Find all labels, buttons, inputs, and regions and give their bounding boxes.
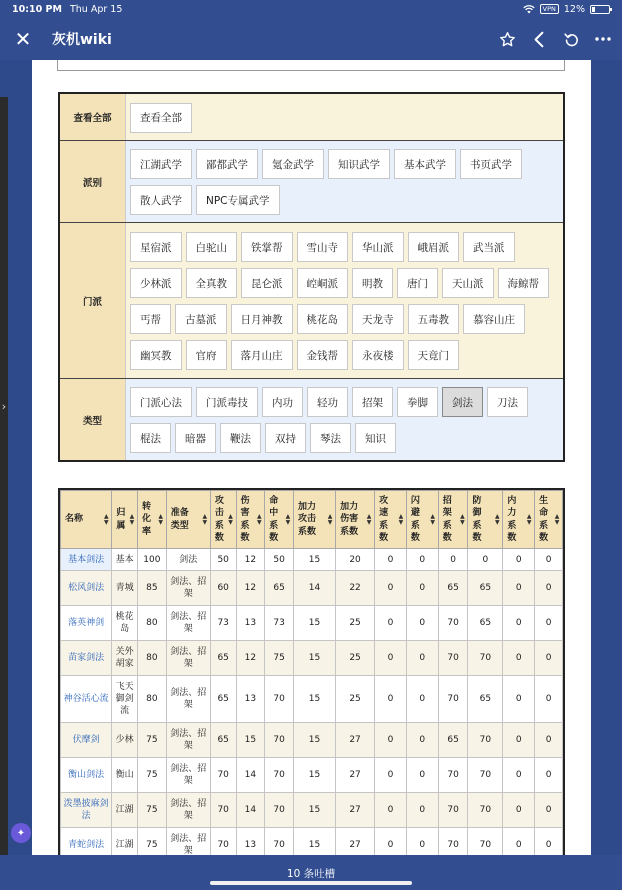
table-cell: 江湖 <box>112 793 138 828</box>
battery-icon <box>590 5 610 14</box>
column-header-label: 内力系数 <box>507 495 517 543</box>
table-cell: 25 <box>336 676 375 723</box>
table-cell: 65 <box>210 723 236 758</box>
filter-button[interactable]: 少林派 <box>130 268 182 298</box>
wifi-icon <box>523 5 535 14</box>
table-cell: 27 <box>336 828 375 856</box>
column-header-label: 准备类型 <box>170 508 189 531</box>
table-cell: 13 <box>236 828 265 856</box>
table-cell: 15 <box>293 641 335 676</box>
skill-name-link[interactable]: 苗家剑法 <box>61 641 112 676</box>
table-row <box>61 758 563 793</box>
skill-name-link[interactable]: 神谷活心流 <box>61 676 112 723</box>
table-cell: 0 <box>375 758 407 793</box>
table-cell: 剑法 <box>166 549 210 571</box>
table-cell: 20 <box>336 549 375 571</box>
table-row <box>61 549 563 571</box>
filter-button[interactable]: 日月神教 <box>231 304 293 334</box>
filter-label: 类型 <box>60 379 126 460</box>
table-cell: 70 <box>210 828 236 856</box>
table-cell: 0 <box>406 549 438 571</box>
table-cell: 27 <box>336 758 375 793</box>
table-cell: 13 <box>236 606 265 641</box>
sort-icon[interactable]: ▲ ▼ <box>327 512 333 526</box>
table-cell: 70 <box>265 723 294 758</box>
sort-icon[interactable]: ▲ ▼ <box>158 512 164 526</box>
table-cell: 13 <box>236 676 265 723</box>
table-cell: 0 <box>535 758 563 793</box>
filter-row-school <box>60 140 563 222</box>
table-cell: 65 <box>265 571 294 606</box>
page-title: 灰机wiki <box>52 32 112 48</box>
table-cell: 70 <box>438 641 468 676</box>
table-cell: 50 <box>265 549 294 571</box>
table-cell: 0 <box>406 676 438 723</box>
table-cell: 70 <box>210 793 236 828</box>
table-cell: 60 <box>210 571 236 606</box>
table-cell: 0 <box>375 571 407 606</box>
filter-buttons <box>126 94 563 140</box>
filter-row-sect <box>60 222 563 378</box>
filter-button[interactable]: 雪山寺 <box>297 232 349 262</box>
side-drawer-handle[interactable] <box>0 97 8 857</box>
table-cell: 青城 <box>112 571 138 606</box>
filter-row-type <box>60 378 563 460</box>
column-header-label: 归属 <box>116 508 126 531</box>
close-icon[interactable]: ✕ <box>14 27 32 51</box>
table-cell: 剑法、招架 <box>166 793 210 828</box>
sort-icon[interactable]: ▲ ▼ <box>104 512 109 526</box>
table-cell: 少林 <box>112 723 138 758</box>
filter-button[interactable]: 拳脚 <box>397 387 438 417</box>
filter-button[interactable]: 知识武学 <box>328 149 390 179</box>
filter-button[interactable]: 琴法 <box>310 423 351 453</box>
column-header-label: 生命系数 <box>539 495 549 543</box>
table-cell: 75 <box>137 758 166 793</box>
table-cell: 70 <box>468 723 503 758</box>
home-indicator <box>210 881 412 885</box>
sort-icon[interactable]: ▲ ▼ <box>129 512 135 526</box>
back-icon[interactable] <box>530 30 548 48</box>
table-cell: 70 <box>265 828 294 856</box>
table-body <box>61 549 563 856</box>
filter-button[interactable]: 崆峒派 <box>297 268 349 298</box>
table-cell: 0 <box>535 723 563 758</box>
table-header-row <box>61 491 563 549</box>
filter-button[interactable]: 金钱帮 <box>297 340 349 370</box>
table-row <box>61 571 563 606</box>
column-header-label: 加力攻击系数 <box>297 501 316 537</box>
filter-label: 派别 <box>60 141 126 222</box>
table-cell: 0 <box>503 676 535 723</box>
table-cell: 剑法、招架 <box>166 676 210 723</box>
page-content <box>32 60 591 855</box>
filter-button[interactable]: 查看全部 <box>130 103 192 133</box>
table-cell: 15 <box>293 676 335 723</box>
table-cell: 25 <box>336 641 375 676</box>
table-cell: 50 <box>210 549 236 571</box>
table-cell: 剑法、招架 <box>166 641 210 676</box>
filter-button[interactable]: 幽冥教 <box>130 340 182 370</box>
table-cell: 0 <box>375 828 407 856</box>
table-cell: 剑法、招架 <box>166 723 210 758</box>
table-row <box>61 828 563 856</box>
filter-button[interactable]: 刀法 <box>487 387 528 417</box>
filter-button[interactable]: 武当派 <box>463 232 515 262</box>
filter-button[interactable]: 华山派 <box>352 232 404 262</box>
table-row <box>61 676 563 723</box>
filter-button[interactable]: 暗器 <box>175 423 216 453</box>
table-cell: 70 <box>265 758 294 793</box>
status-time: 10:10 PM <box>12 3 62 15</box>
table-cell: 73 <box>210 606 236 641</box>
table-cell: 70 <box>265 793 294 828</box>
table-cell: 0 <box>406 758 438 793</box>
sort-icon[interactable]: ▲ ▼ <box>285 512 291 526</box>
column-header-label: 攻击系数 <box>214 495 224 543</box>
skill-name-link[interactable]: 松风剑法 <box>61 571 112 606</box>
filter-button[interactable]: 铁掌帮 <box>241 232 293 262</box>
status-right <box>523 4 610 15</box>
filter-button[interactable]: 丐帮 <box>130 304 171 334</box>
column-header-label: 名称 <box>65 514 84 525</box>
column-header[interactable] <box>438 491 468 549</box>
filter-panel <box>58 92 565 462</box>
table-cell: 75 <box>265 641 294 676</box>
table-cell: 70 <box>468 641 503 676</box>
filter-buttons <box>126 223 563 378</box>
column-header[interactable] <box>236 491 265 549</box>
table-cell: 剑法、招架 <box>166 571 210 606</box>
filter-button[interactable]: 基本武学 <box>394 149 456 179</box>
filter-button[interactable]: 双持 <box>265 423 306 453</box>
table-cell: 65 <box>468 676 503 723</box>
sort-icon[interactable]: ▲ ▼ <box>398 512 404 526</box>
filter-button[interactable]: 氪金武学 <box>262 149 324 179</box>
nav-actions <box>498 30 622 48</box>
column-header-label: 转化率 <box>141 501 151 537</box>
table-cell: 0 <box>438 549 468 571</box>
filter-button[interactable]: 桃花岛 <box>297 304 349 334</box>
table-cell: 0 <box>406 793 438 828</box>
table-cell: 飞天御剑流 <box>112 676 138 723</box>
table-cell: 0 <box>535 793 563 828</box>
skill-name-link[interactable]: 泼墨披麻剑法 <box>61 793 112 828</box>
table-cell: 0 <box>503 758 535 793</box>
filter-button[interactable]: 五毒教 <box>408 304 460 334</box>
table-cell: 70 <box>438 828 468 856</box>
table-cell: 65 <box>438 571 468 606</box>
table-cell: 12 <box>236 571 265 606</box>
table-cell: 0 <box>406 828 438 856</box>
table-cell: 0 <box>503 571 535 606</box>
table-cell: 0 <box>406 723 438 758</box>
table-row <box>61 793 563 828</box>
filter-button[interactable]: 鞭法 <box>220 423 261 453</box>
table-cell: 100 <box>137 549 166 571</box>
column-header[interactable] <box>265 491 294 549</box>
sort-icon[interactable]: ▲ ▼ <box>256 512 262 526</box>
table-cell: 80 <box>137 641 166 676</box>
filter-button[interactable]: 慕容山庄 <box>463 304 525 334</box>
filter-button[interactable]: 招架 <box>352 387 393 417</box>
table-cell: 14 <box>236 793 265 828</box>
column-header-label: 闪避系数 <box>410 495 420 543</box>
table-cell: 15 <box>293 723 335 758</box>
filter-button[interactable]: 天龙寺 <box>352 304 404 334</box>
table-cell: 65 <box>210 676 236 723</box>
table-cell: 12 <box>236 549 265 571</box>
skill-name-link[interactable]: 伏摩剑 <box>61 723 112 758</box>
status-bar <box>0 0 622 18</box>
column-header-label: 攻速系数 <box>379 495 389 543</box>
table-cell: 65 <box>468 571 503 606</box>
table-cell: 剑法、招架 <box>166 828 210 856</box>
table-cell: 0 <box>503 641 535 676</box>
table-cell: 关外胡家 <box>112 641 138 676</box>
filter-label: 查看全部 <box>60 94 126 140</box>
table-cell: 12 <box>236 641 265 676</box>
table-row <box>61 606 563 641</box>
table-cell: 22 <box>336 571 375 606</box>
table-cell: 70 <box>438 676 468 723</box>
table-cell: 15 <box>293 793 335 828</box>
table-cell: 75 <box>137 723 166 758</box>
table-cell: 桃花岛 <box>112 606 138 641</box>
table-cell: 27 <box>336 723 375 758</box>
table-cell: 0 <box>535 828 563 856</box>
table-cell: 0 <box>375 676 407 723</box>
column-header[interactable] <box>503 491 535 549</box>
table-cell: 80 <box>137 606 166 641</box>
table-cell: 70 <box>468 793 503 828</box>
skills-table <box>58 488 565 855</box>
table-cell: 15 <box>293 828 335 856</box>
table-cell: 0 <box>375 641 407 676</box>
table-cell: 27 <box>336 793 375 828</box>
skill-name-link[interactable]: 青蛇剑法 <box>61 828 112 856</box>
column-header[interactable] <box>61 491 112 549</box>
table-cell: 0 <box>375 793 407 828</box>
table-row <box>61 723 563 758</box>
column-header-label: 防御系数 <box>472 495 482 543</box>
assistant-icon[interactable]: ✦ <box>11 823 31 843</box>
table-cell: 0 <box>406 571 438 606</box>
table-cell: 85 <box>137 571 166 606</box>
table-cell: 70 <box>438 758 468 793</box>
column-header[interactable] <box>166 491 210 549</box>
sort-icon[interactable]: ▲ ▼ <box>366 512 372 526</box>
status-date: Thu Apr 15 <box>69 3 123 15</box>
column-header[interactable] <box>375 491 407 549</box>
column-header[interactable] <box>137 491 166 549</box>
table-cell: 15 <box>293 758 335 793</box>
filter-button[interactable]: 鄙都武学 <box>196 149 258 179</box>
table-cell: 75 <box>137 828 166 856</box>
column-header[interactable] <box>112 491 138 549</box>
sort-icon[interactable]: ▲ ▼ <box>554 512 560 526</box>
table-row <box>61 641 563 676</box>
table-cell: 0 <box>375 723 407 758</box>
table-cell: 14 <box>236 758 265 793</box>
battery-percent: 12% <box>563 3 585 15</box>
table-cell: 0 <box>535 676 563 723</box>
filter-button[interactable]: 唐门 <box>397 268 438 298</box>
filter-buttons <box>126 141 563 222</box>
table-cell: 70 <box>468 828 503 856</box>
filter-label: 门派 <box>60 223 126 378</box>
column-header[interactable] <box>535 491 563 549</box>
filter-button[interactable]: 峨眉派 <box>408 232 460 262</box>
filter-button[interactable]: 落月山庄 <box>231 340 293 370</box>
table-cell: 0 <box>535 606 563 641</box>
skill-name-link[interactable]: 基本剑法 <box>61 549 112 571</box>
skill-name-link[interactable]: 衡山剑法 <box>61 758 112 793</box>
filter-button[interactable]: 全真教 <box>186 268 238 298</box>
filter-button[interactable]: NPC专属武学 <box>196 185 280 215</box>
table-cell: 0 <box>375 549 407 571</box>
filter-buttons <box>126 379 563 460</box>
table-cell: 0 <box>503 606 535 641</box>
filter-button[interactable]: 剑法 <box>442 387 483 417</box>
table-cell: 73 <box>265 606 294 641</box>
table-cell: 15 <box>236 723 265 758</box>
filter-button[interactable]: 白驼山 <box>186 232 238 262</box>
filter-button[interactable]: 古墓派 <box>175 304 227 334</box>
filter-button[interactable]: 知识 <box>355 423 396 453</box>
table-cell: 65 <box>438 723 468 758</box>
filter-button[interactable]: 永夜楼 <box>352 340 404 370</box>
star-icon[interactable] <box>498 30 516 48</box>
sort-icon[interactable]: ▲ ▼ <box>460 512 465 526</box>
table-cell: 70 <box>438 793 468 828</box>
filter-button[interactable]: 明教 <box>352 268 393 298</box>
table-cell: 衡山 <box>112 758 138 793</box>
sort-icon[interactable]: ▲ ▼ <box>202 512 208 526</box>
table-cell: 75 <box>137 793 166 828</box>
filter-button[interactable]: 散人武学 <box>130 185 192 215</box>
filter-row-all <box>60 94 563 140</box>
filter-button[interactable]: 昆仑派 <box>241 268 293 298</box>
table-cell: 0 <box>535 549 563 571</box>
filter-button[interactable]: 官府 <box>186 340 227 370</box>
filter-button[interactable]: 海鲸帮 <box>498 268 550 298</box>
filter-button[interactable]: 内功 <box>262 387 303 417</box>
column-header-label: 招架系数 <box>442 495 452 543</box>
chevron-right-icon[interactable]: › <box>1 400 7 413</box>
table-cell: 70 <box>210 758 236 793</box>
filter-button[interactable]: 轻功 <box>307 387 348 417</box>
filter-button[interactable]: 天竟门 <box>408 340 460 370</box>
column-header-label: 伤害系数 <box>240 495 250 543</box>
table-cell: 0 <box>535 571 563 606</box>
sort-icon[interactable]: ▲ ▼ <box>526 512 532 526</box>
filter-button[interactable]: 星宿派 <box>130 232 182 262</box>
table-cell: 0 <box>535 641 563 676</box>
comments-count: 10 条吐槽 <box>286 868 336 880</box>
table-cell: 70 <box>265 676 294 723</box>
column-header[interactable] <box>336 491 375 549</box>
column-header[interactable] <box>293 491 335 549</box>
filter-button[interactable]: 门派毒技 <box>196 387 258 417</box>
filter-button[interactable]: 天山派 <box>442 268 494 298</box>
sort-icon[interactable]: ▲ ▼ <box>495 512 500 526</box>
table-cell: 0 <box>503 828 535 856</box>
filter-button[interactable]: 棍法 <box>130 423 171 453</box>
filter-button[interactable]: 书页武学 <box>460 149 522 179</box>
table-cell: 65 <box>468 606 503 641</box>
table-cell: 0 <box>406 641 438 676</box>
column-header-label: 加力伤害系数 <box>340 501 359 537</box>
sort-icon[interactable]: ▲ ▼ <box>430 512 435 526</box>
table-cell: 剑法、招架 <box>166 606 210 641</box>
table-cell: 25 <box>336 606 375 641</box>
table-cell: 0 <box>503 723 535 758</box>
table-cell: 江湖 <box>112 828 138 856</box>
table-cell: 70 <box>468 758 503 793</box>
table-cell: 0 <box>468 549 503 571</box>
refresh-icon[interactable] <box>562 30 580 48</box>
top-box <box>57 60 565 71</box>
table-cell: 0 <box>503 549 535 571</box>
table-cell: 80 <box>137 676 166 723</box>
table-cell: 15 <box>293 549 335 571</box>
column-header[interactable] <box>210 491 236 549</box>
filter-button[interactable]: 江湖武学 <box>130 149 192 179</box>
table-cell: 基本 <box>112 549 138 571</box>
more-icon[interactable] <box>594 30 612 48</box>
table-cell: 15 <box>293 606 335 641</box>
column-header[interactable] <box>406 491 438 549</box>
table-cell: 14 <box>293 571 335 606</box>
table-cell: 0 <box>375 606 407 641</box>
table-cell: 0 <box>503 793 535 828</box>
table-cell: 65 <box>210 641 236 676</box>
skill-name-link[interactable]: 落英神剑 <box>61 606 112 641</box>
table-cell: 70 <box>438 606 468 641</box>
nav-bar <box>0 18 622 60</box>
table-cell: 剑法、招架 <box>166 758 210 793</box>
vpn-badge: VPN <box>540 4 559 14</box>
column-header-label: 命中系数 <box>269 495 279 543</box>
filter-button[interactable]: 门派心法 <box>130 387 192 417</box>
sort-icon[interactable]: ▲ ▼ <box>228 512 233 526</box>
table-cell: 0 <box>406 606 438 641</box>
column-header[interactable] <box>468 491 503 549</box>
